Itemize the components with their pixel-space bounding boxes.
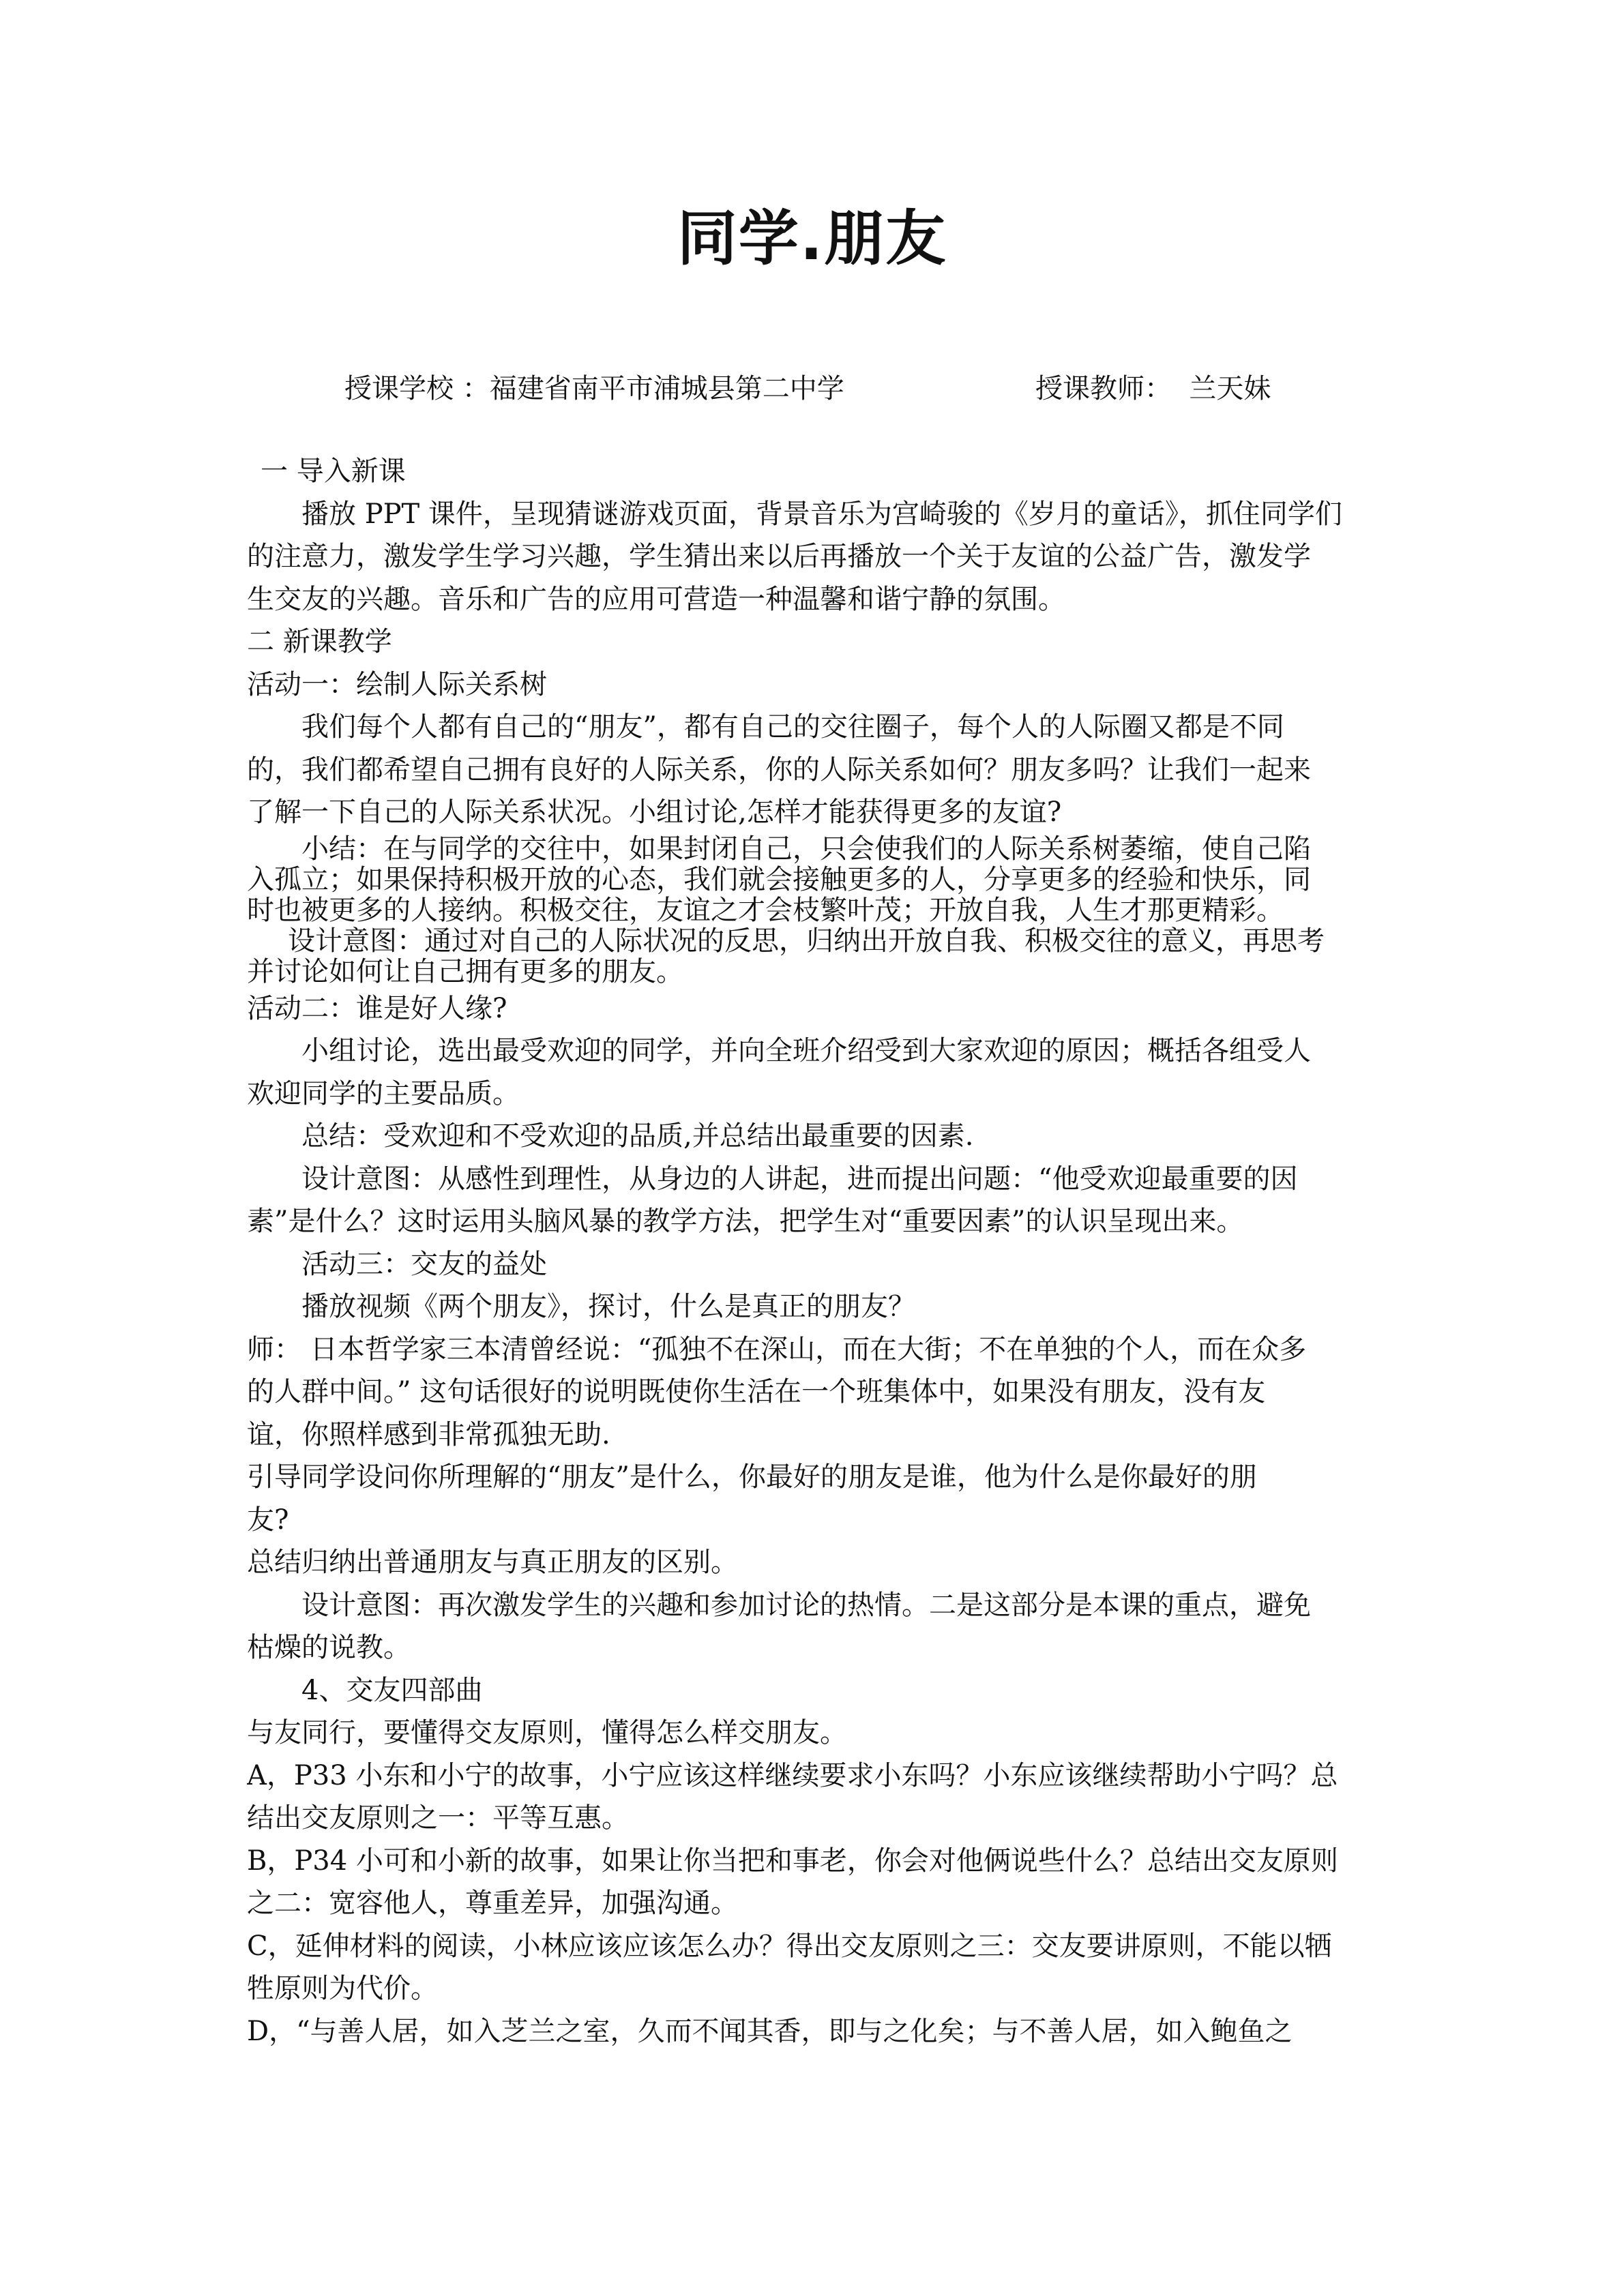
paragraph-line: 设计意图：从感性到理性，从身边的人讲起，进而提出问题：“他受欢迎最重要的因 bbox=[301, 1163, 1298, 1195]
paragraph-line: 小组讨论，选出最受欢迎的同学，并向全班介绍受到大家欢迎的原因；概括各组受人 bbox=[301, 1035, 1311, 1067]
document-body bbox=[247, 450, 1379, 2053]
paragraph-line: B，P34 小可和小新的故事，如果让你当把和事老，你会对他俩说些什么？总结出交友原则 bbox=[247, 1845, 1338, 1877]
paragraph-line: 友? bbox=[247, 1504, 289, 1536]
paragraph-line: 引导同学设问你所理解的“朋友”是什么，你最好的朋友是谁，他为什么是你最好的朋 bbox=[247, 1461, 1257, 1493]
paragraph-line: 小结：在与同学的交往中，如果封闭自己，只会使我们的人际关系树萎缩，使自己陷 bbox=[301, 833, 1311, 865]
paragraph-line: 并讨论如何让自己拥有更多的朋友。 bbox=[247, 956, 683, 987]
paragraph-line: 枯燥的说教。 bbox=[247, 1632, 411, 1663]
paragraph-line: 与友同行，要懂得交友原则，懂得怎么样交朋友。 bbox=[247, 1717, 847, 1748]
paragraph-line: 欢迎同学的主要品质。 bbox=[247, 1077, 520, 1109]
section-heading: 二 新课教学 bbox=[247, 626, 392, 657]
paragraph-line: 素”是什么？这时运用头脑风暴的教学方法，把学生对“重要因素”的认识呈现出来。 bbox=[247, 1206, 1244, 1237]
paragraph-line: 的注意力，激发学生学习兴趣，学生猜出来以后再播放一个关于友谊的公益广告，激发学 bbox=[247, 541, 1311, 572]
paragraph-line: 牲原则为代价。 bbox=[247, 1973, 438, 2004]
paragraph-line: 谊，你照样感到非常孤独无助. bbox=[247, 1418, 610, 1450]
activity-heading: 活动一：绘制人际关系树 bbox=[247, 668, 547, 700]
paragraph-line: 播放 PPT 课件，呈现猜谜游戏页面，背景音乐为宫崎骏的《岁月的童话》，抓住同学们 bbox=[301, 498, 1342, 530]
school-info: 授课学校 ：福建省南平市浦城县第二中学 bbox=[344, 373, 844, 404]
paragraph-line: 总结归纳出普通朋友与真正朋友的区别。 bbox=[247, 1547, 738, 1578]
paragraph-line: 入孤立；如果保持积极开放的心态，我们就会接触更多的人，分享更多的经验和快乐，同 bbox=[247, 864, 1311, 895]
paragraph-line: A，P33 小东和小宁的故事，小宁应该这样继续要求小东吗？小东应该继续帮助小宁吗？总 bbox=[247, 1759, 1338, 1791]
paragraph-line: 之二：宽容他人，尊重差异，加强沟通。 bbox=[247, 1888, 738, 1919]
activity-heading: 活动三：交友的益处 bbox=[301, 1248, 547, 1280]
section-heading: 4、交友四部曲 bbox=[301, 1674, 483, 1706]
section-heading: 一 导入新课 bbox=[261, 456, 406, 487]
paragraph-line: 播放视频《两个朋友》，探讨，什么是真正的朋友？ bbox=[301, 1291, 915, 1322]
paragraph-line: 设计意图：再次激发学生的兴趣和参加讨论的热情。二是这部分是本课的重点，避免 bbox=[301, 1589, 1311, 1621]
paragraph-line: 结出交友原则之一：平等互惠。 bbox=[247, 1802, 629, 1834]
activity-heading: 活动二：谁是好人缘? bbox=[247, 992, 507, 1024]
paragraph-line: C，延伸材料的阅读，小林应该应该怎么办？得出交友原则之三：交友要讲原则，不能以牺 bbox=[247, 1930, 1332, 1962]
paragraph-line: 的，我们都希望自己拥有良好的人际关系，你的人际关系如何？朋友多吗？让我们一起来 bbox=[247, 754, 1311, 786]
teacher-info: 授课教师： 兰天妹 bbox=[1035, 373, 1271, 404]
paragraph-line: 的人群中间。” 这句话很好的说明既使你生活在一个班集体中，如果没有朋友，没有友 bbox=[247, 1376, 1266, 1407]
paragraph-line: 设计意图：通过对自己的人际状况的反思，归纳出开放自我、积极交往的意义，再思考 bbox=[288, 925, 1325, 957]
paragraph-line: 生交友的兴趣。音乐和广告的应用可营造一种温馨和谐宁静的氛围。 bbox=[247, 583, 1065, 615]
paragraph-line: 时也被更多的人接纳。积极交往，友谊之才会枝繁叶茂；开放自我，人生才那更精彩。 bbox=[247, 895, 1284, 926]
paragraph-line: D，“与善人居，如入芝兰之室，久而不闻其香，即与之化矣；与不善人居，如入鲍鱼之 bbox=[247, 2015, 1293, 2047]
paragraph-line: 我们每个人都有自己的“朋友”，都有自己的交往圈子，每个人的人际圈又都是不同 bbox=[301, 711, 1284, 743]
paragraph-line: 了解一下自己的人际关系状况。小组讨论,怎样才能获得更多的友谊? bbox=[247, 796, 1062, 828]
page-title: 同学.朋友 bbox=[677, 203, 947, 273]
paragraph-line: 师： 日本哲学家三本清曾经说：“孤独不在深山，而在大街；不在单独的个人，而在众多 bbox=[247, 1333, 1307, 1365]
paragraph-line: 总结：受欢迎和不受欢迎的品质,并总结出最重要的因素. bbox=[301, 1120, 974, 1152]
